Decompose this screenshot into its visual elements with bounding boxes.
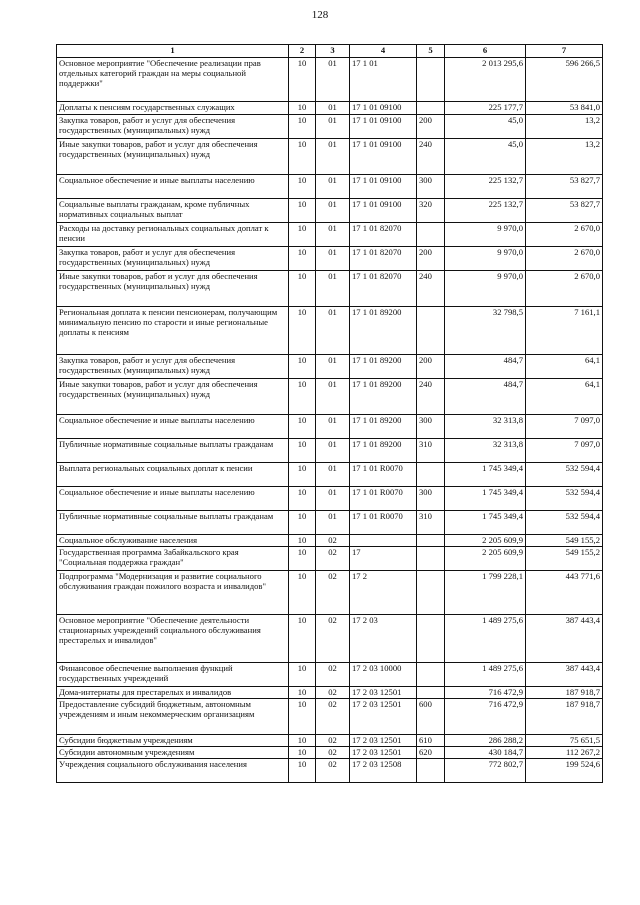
expense-type-code-cell: 240 [417,139,445,175]
page-number: 128 [311,9,329,21]
table-row [57,355,603,379]
subsection-code-cell: 01 [316,487,350,511]
amount-col7-cell: 53 827,7 [526,199,603,223]
subsection-code-cell: 01 [316,139,350,175]
row-name-cell: Выплата региональных социальных доплат к пенсии [57,463,289,487]
amount-col7-cell: 64,1 [526,355,603,379]
column-header: 1 [57,45,289,58]
expense-type-code-cell [417,547,445,571]
target-article-code-cell: 17 2 03 12501 [350,699,417,735]
table-body [57,58,603,783]
amount-col7-cell: 199 524,6 [526,759,603,783]
column-header: 4 [350,45,417,58]
row-name-cell: Закупка товаров, работ и услуг для обеспечения государственных (муниципальных) нужд [57,355,289,379]
budget-table [56,44,603,783]
subsection-code-cell: 02 [316,663,350,687]
target-article-code-cell: 17 1 01 R0070 [350,487,417,511]
section-code-cell: 10 [289,463,316,487]
subsection-code-cell: 01 [316,115,350,139]
target-article-code-cell: 17 1 01 09100 [350,102,417,115]
row-name-cell: Иные закупки товаров, работ и услуг для обеспечения государственных (муниципальных) нужд [57,379,289,415]
column-header: 5 [417,45,445,58]
subsection-code-cell: 01 [316,175,350,199]
amount-col6-cell: 45,0 [445,115,526,139]
target-article-code-cell: 17 1 01 82070 [350,223,417,247]
row-name-cell: Социальное обеспечение и иные выплаты населению [57,415,289,439]
amount-col7-cell: 387 443,4 [526,663,603,687]
subsection-code-cell: 02 [316,571,350,615]
row-name-cell: Дома-интернаты для престарелых и инвалидов [57,687,289,699]
amount-col7-cell: 112 267,2 [526,747,603,759]
table-row [57,571,603,615]
table-row [57,487,603,511]
target-article-code-cell: 17 2 03 12501 [350,747,417,759]
expense-type-code-cell: 600 [417,699,445,735]
target-article-code-cell: 17 1 01 82070 [350,247,417,271]
column-header: 2 [289,45,316,58]
amount-col6-cell: 286 288,2 [445,735,526,747]
target-article-code-cell: 17 1 01 09100 [350,199,417,223]
table-row [57,115,603,139]
amount-col6-cell: 2 205 609,9 [445,535,526,547]
target-article-code-cell: 17 2 03 12501 [350,735,417,747]
subsection-code-cell: 02 [316,547,350,571]
amount-col7-cell: 2 670,0 [526,271,603,307]
expense-type-code-cell [417,535,445,547]
row-name-cell: Субсидии бюджетным учреждениям [57,735,289,747]
target-article-code-cell: 17 1 01 09100 [350,175,417,199]
amount-col6-cell: 225 177,7 [445,102,526,115]
row-name-cell: Закупка товаров, работ и услуг для обеспечения государственных (муниципальных) нужд [57,115,289,139]
section-code-cell: 10 [289,487,316,511]
target-article-code-cell: 17 1 01 [350,58,417,102]
expense-type-code-cell [417,307,445,355]
subsection-code-cell: 01 [316,307,350,355]
target-article-code-cell: 17 [350,547,417,571]
row-name-cell: Закупка товаров, работ и услуг для обеспечения государственных (муниципальных) нужд [57,247,289,271]
amount-col6-cell: 1 489 275,6 [445,615,526,663]
amount-col6-cell: 32 798,5 [445,307,526,355]
amount-col7-cell: 549 155,2 [526,535,603,547]
section-code-cell: 10 [289,687,316,699]
subsection-code-cell: 01 [316,463,350,487]
row-name-cell: Социальные выплаты гражданам, кроме публичных нормативных социальных выплат [57,199,289,223]
expense-type-code-cell: 300 [417,415,445,439]
amount-col6-cell: 1 489 275,6 [445,663,526,687]
expense-type-code-cell: 200 [417,247,445,271]
amount-col6-cell: 32 313,8 [445,415,526,439]
amount-col6-cell: 9 970,0 [445,247,526,271]
row-name-cell: Региональная доплата к пенсии пенсионерам, получающим минимальную пенсию по старости и иные региональные доплаты к пенсиям [57,307,289,355]
table-row [57,415,603,439]
amount-col7-cell: 549 155,2 [526,547,603,571]
target-article-code-cell: 17 1 01 89200 [350,415,417,439]
amount-col6-cell: 45,0 [445,139,526,175]
target-article-code-cell: 17 2 03 [350,615,417,663]
amount-col6-cell: 225 132,7 [445,199,526,223]
amount-col7-cell: 187 918,7 [526,699,603,735]
expense-type-code-cell [417,687,445,699]
section-code-cell: 10 [289,699,316,735]
expense-type-code-cell [417,663,445,687]
row-name-cell: Подпрограмма "Модернизация и развитие социального обслуживания граждан пожилого возраста и инвалидов" [57,571,289,615]
table-row [57,307,603,355]
target-article-code-cell: 17 1 01 R0070 [350,511,417,535]
subsection-code-cell: 01 [316,223,350,247]
section-code-cell: 10 [289,615,316,663]
target-article-code-cell: 17 2 03 10000 [350,663,417,687]
table-row [57,735,603,747]
subsection-code-cell: 02 [316,687,350,699]
section-code-cell: 10 [289,571,316,615]
row-name-cell: Публичные нормативные социальные выплаты гражданам [57,439,289,463]
subsection-code-cell: 01 [316,247,350,271]
amount-col7-cell: 187 918,7 [526,687,603,699]
section-code-cell: 10 [289,58,316,102]
section-code-cell: 10 [289,379,316,415]
amount-col6-cell: 716 472,9 [445,699,526,735]
row-name-cell: Иные закупки товаров, работ и услуг для обеспечения государственных (муниципальных) нужд [57,139,289,175]
expense-type-code-cell: 310 [417,439,445,463]
row-name-cell: Субсидии автономным учреждениям [57,747,289,759]
expense-type-code-cell [417,571,445,615]
section-code-cell: 10 [289,511,316,535]
amount-col7-cell: 13,2 [526,139,603,175]
amount-col6-cell: 430 184,7 [445,747,526,759]
section-code-cell: 10 [289,747,316,759]
expense-type-code-cell [417,759,445,783]
subsection-code-cell: 02 [316,615,350,663]
target-article-code-cell: 17 1 01 89200 [350,439,417,463]
target-article-code-cell: 17 1 01 89200 [350,355,417,379]
target-article-code-cell [350,535,417,547]
subsection-code-cell: 02 [316,535,350,547]
section-code-cell: 10 [289,759,316,783]
amount-col6-cell: 716 472,9 [445,687,526,699]
expense-type-code-cell [417,463,445,487]
expense-type-code-cell: 320 [417,199,445,223]
row-name-cell: Учреждения социального обслуживания населения [57,759,289,783]
amount-col7-cell: 7 097,0 [526,439,603,463]
section-code-cell: 10 [289,139,316,175]
row-name-cell: Расходы на доставку региональных социальных доплат к пенсии [57,223,289,247]
table-row [57,687,603,699]
table-row [57,699,603,735]
table-row [57,759,603,783]
expense-type-code-cell: 200 [417,355,445,379]
amount-col7-cell: 2 670,0 [526,223,603,247]
subsection-code-cell: 01 [316,271,350,307]
target-article-code-cell: 17 1 01 09100 [350,115,417,139]
subsection-code-cell: 01 [316,511,350,535]
amount-col6-cell: 225 132,7 [445,175,526,199]
table-row [57,615,603,663]
amount-col7-cell: 53 827,7 [526,175,603,199]
section-code-cell: 10 [289,663,316,687]
amount-col6-cell: 1 745 349,4 [445,487,526,511]
table-header-row [57,45,603,58]
table-row [57,223,603,247]
amount-col6-cell: 2 013 295,6 [445,58,526,102]
row-name-cell: Доплаты к пенсиям государственных служащих [57,102,289,115]
amount-col7-cell: 7 097,0 [526,415,603,439]
amount-col6-cell: 484,7 [445,379,526,415]
row-name-cell: Предоставление субсидий бюджетным, автономным учреждениям и иным некоммерческим организациям [57,699,289,735]
amount-col6-cell: 32 313,8 [445,439,526,463]
amount-col7-cell: 53 841,0 [526,102,603,115]
section-code-cell: 10 [289,355,316,379]
section-code-cell: 10 [289,735,316,747]
amount-col7-cell: 64,1 [526,379,603,415]
subsection-code-cell: 01 [316,102,350,115]
table-row [57,547,603,571]
row-name-cell: Социальное обеспечение и иные выплаты населению [57,487,289,511]
expense-type-code-cell: 240 [417,271,445,307]
row-name-cell: Основное мероприятие "Обеспечение реализации прав отдельных категорий граждан на меры социальной поддержки" [57,58,289,102]
section-code-cell: 10 [289,307,316,355]
table-row [57,175,603,199]
row-name-cell: Государственная программа Забайкальского края "Социальная поддержка граждан" [57,547,289,571]
amount-col6-cell: 772 802,7 [445,759,526,783]
amount-col7-cell: 443 771,6 [526,571,603,615]
expense-type-code-cell: 240 [417,379,445,415]
subsection-code-cell: 01 [316,58,350,102]
amount-col6-cell: 9 970,0 [445,223,526,247]
subsection-code-cell: 02 [316,747,350,759]
target-article-code-cell: 17 1 01 82070 [350,271,417,307]
row-name-cell: Публичные нормативные социальные выплаты гражданам [57,511,289,535]
table-row [57,247,603,271]
amount-col7-cell: 532 594,4 [526,487,603,511]
subsection-code-cell: 01 [316,199,350,223]
expense-type-code-cell: 200 [417,115,445,139]
target-article-code-cell: 17 1 01 89200 [350,379,417,415]
amount-col7-cell: 13,2 [526,115,603,139]
amount-col7-cell: 596 266,5 [526,58,603,102]
subsection-code-cell: 01 [316,379,350,415]
amount-col6-cell: 2 205 609,9 [445,547,526,571]
table-row [57,511,603,535]
expense-type-code-cell: 610 [417,735,445,747]
expense-type-code-cell: 300 [417,487,445,511]
target-article-code-cell: 17 1 01 09100 [350,139,417,175]
section-code-cell: 10 [289,223,316,247]
expense-type-code-cell [417,58,445,102]
row-name-cell: Иные закупки товаров, работ и услуг для обеспечения государственных (муниципальных) нужд [57,271,289,307]
expense-type-code-cell: 620 [417,747,445,759]
table-row [57,535,603,547]
target-article-code-cell: 17 1 01 89200 [350,307,417,355]
amount-col6-cell: 484,7 [445,355,526,379]
expense-type-code-cell: 300 [417,175,445,199]
table-row [57,271,603,307]
table-row [57,199,603,223]
row-name-cell: Социальное обслуживание населения [57,535,289,547]
amount-col7-cell: 387 443,4 [526,615,603,663]
section-code-cell: 10 [289,547,316,571]
amount-col7-cell: 7 161,1 [526,307,603,355]
table-row [57,379,603,415]
row-name-cell: Финансовое обеспечение выполнения функций государственных учреждений [57,663,289,687]
section-code-cell: 10 [289,439,316,463]
table-row [57,58,603,102]
target-article-code-cell: 17 2 03 12501 [350,687,417,699]
expense-type-code-cell [417,615,445,663]
amount-col7-cell: 532 594,4 [526,511,603,535]
section-code-cell: 10 [289,175,316,199]
column-header: 7 [526,45,603,58]
table-row [57,439,603,463]
target-article-code-cell: 17 2 [350,571,417,615]
expense-type-code-cell: 310 [417,511,445,535]
amount-col7-cell: 2 670,0 [526,247,603,271]
subsection-code-cell: 01 [316,355,350,379]
subsection-code-cell: 01 [316,415,350,439]
amount-col7-cell: 75 651,5 [526,735,603,747]
column-header: 6 [445,45,526,58]
column-header: 3 [316,45,350,58]
expense-type-code-cell [417,223,445,247]
table-row [57,747,603,759]
table-row [57,139,603,175]
expense-type-code-cell [417,102,445,115]
table-row [57,663,603,687]
target-article-code-cell: 17 2 03 12508 [350,759,417,783]
table-row [57,463,603,487]
subsection-code-cell: 02 [316,759,350,783]
amount-col6-cell: 1 745 349,4 [445,463,526,487]
amount-col6-cell: 1 799 228,1 [445,571,526,615]
section-code-cell: 10 [289,271,316,307]
section-code-cell: 10 [289,415,316,439]
subsection-code-cell: 01 [316,439,350,463]
section-code-cell: 10 [289,247,316,271]
section-code-cell: 10 [289,535,316,547]
amount-col6-cell: 1 745 349,4 [445,511,526,535]
section-code-cell: 10 [289,115,316,139]
table-row [57,102,603,115]
row-name-cell: Основное мероприятие "Обеспечение деятельности стационарных учреждений социального обслуживания престарелых и инвалидов" [57,615,289,663]
amount-col6-cell: 9 970,0 [445,271,526,307]
subsection-code-cell: 02 [316,735,350,747]
amount-col7-cell: 532 594,4 [526,463,603,487]
section-code-cell: 10 [289,102,316,115]
section-code-cell: 10 [289,199,316,223]
target-article-code-cell: 17 1 01 R0070 [350,463,417,487]
row-name-cell: Социальное обеспечение и иные выплаты населению [57,175,289,199]
subsection-code-cell: 02 [316,699,350,735]
